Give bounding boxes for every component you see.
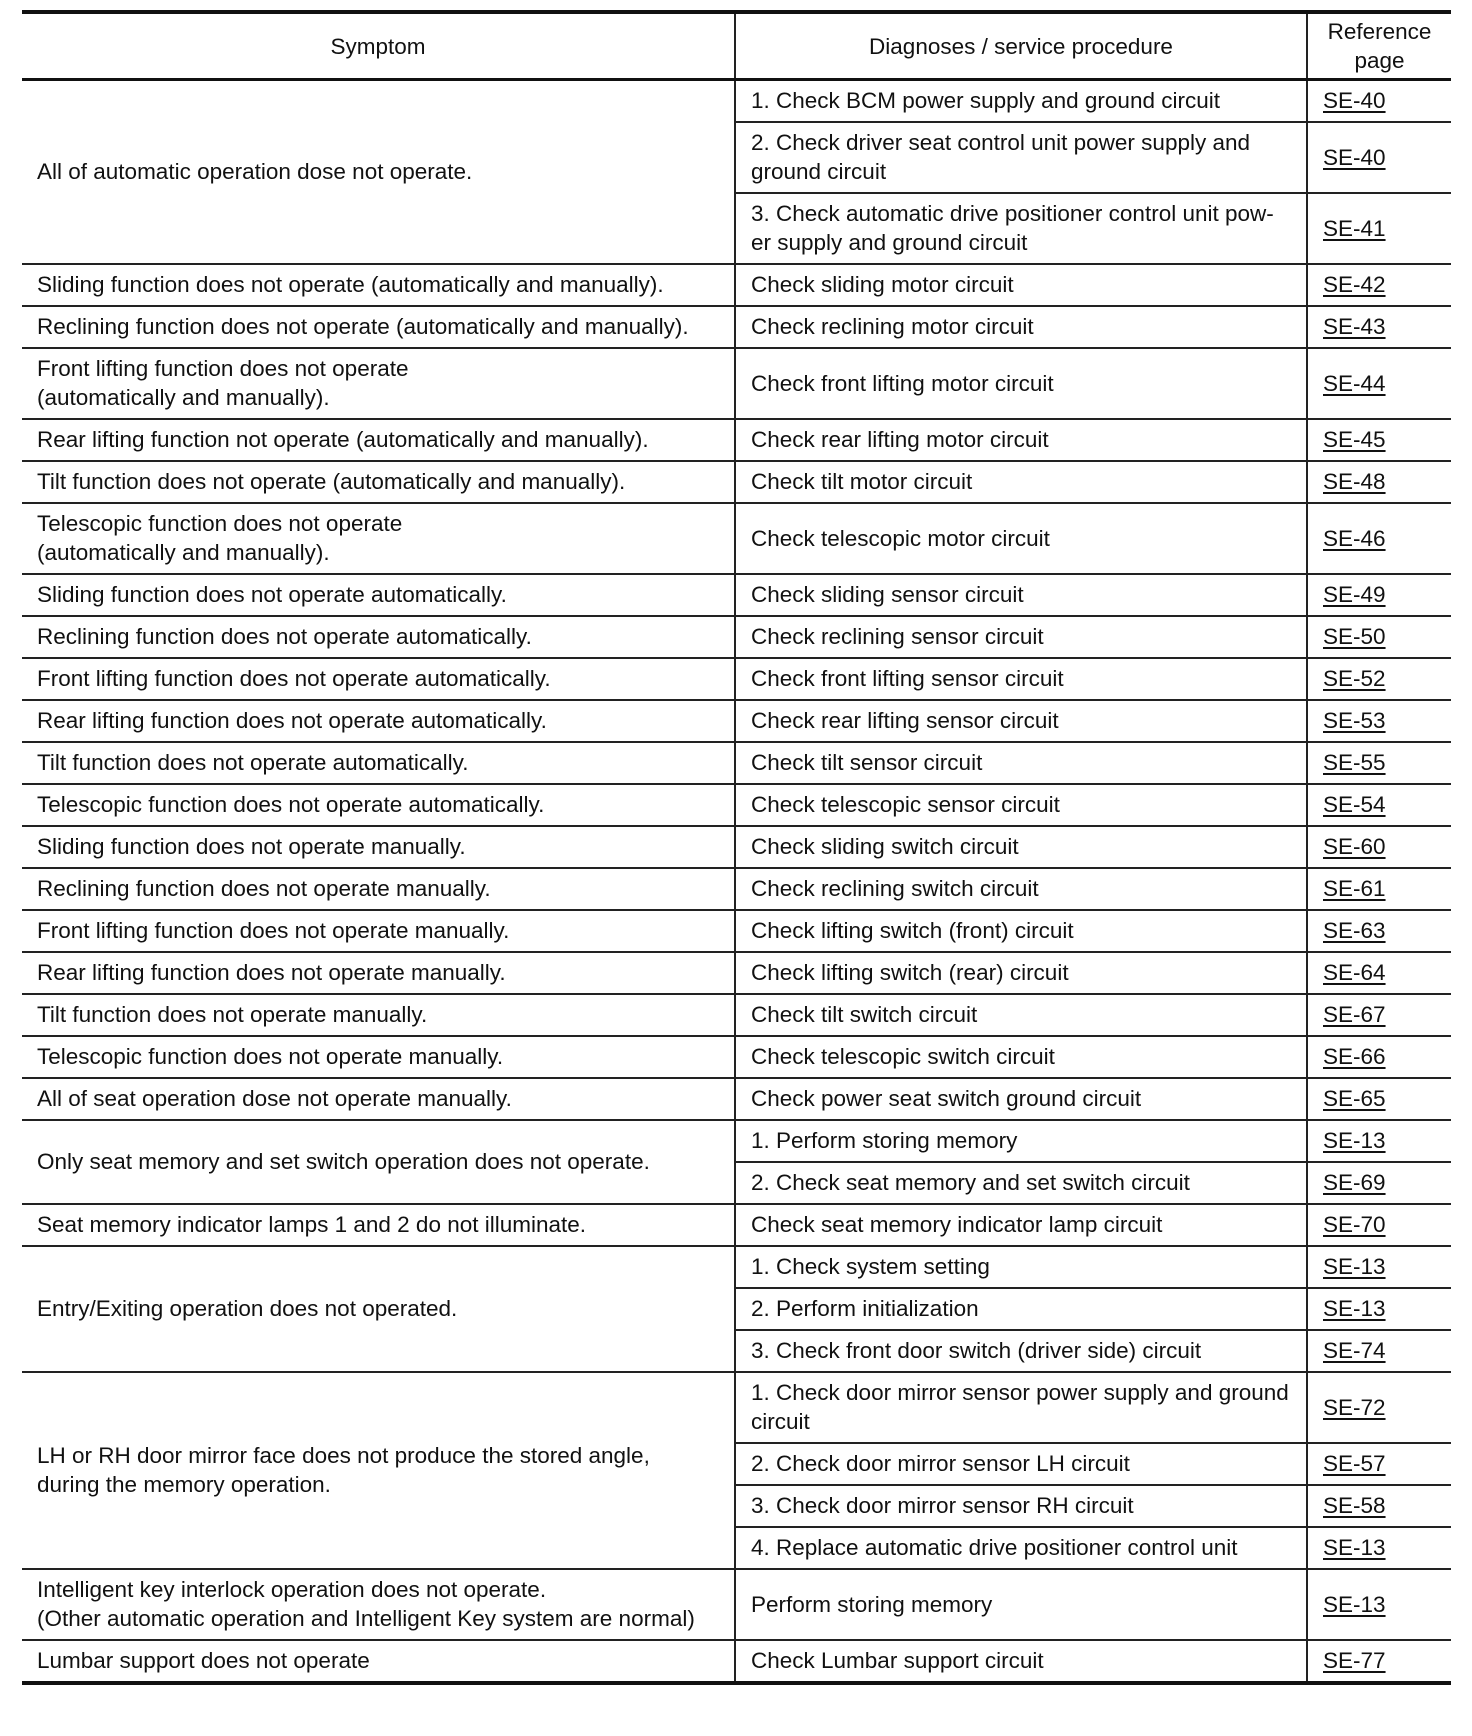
reference-cell (1307, 826, 1451, 868)
procedure-cell: Check telescopic motor circuit (735, 503, 1307, 574)
reference-cell (1307, 952, 1451, 994)
reference-cell (1307, 419, 1451, 461)
reference-page-link[interactable]: SE-49 (1323, 582, 1386, 607)
reference-page-link[interactable]: SE-77 (1323, 1648, 1386, 1673)
table-row (22, 574, 1451, 616)
procedure-cell: 1. Check door mirror sensor power supply and ground circuit (735, 1372, 1307, 1443)
procedure-cell: Check lifting switch (rear) circuit (735, 952, 1307, 994)
reference-cell (1307, 461, 1451, 503)
table-row (22, 868, 1451, 910)
procedure-cell: 1. Check BCM power supply and ground circuit (735, 80, 1307, 123)
procedure-cell: Check Lumbar support circuit (735, 1640, 1307, 1683)
table-row (22, 700, 1451, 742)
reference-page-link[interactable]: SE-42 (1323, 272, 1386, 297)
procedure-cell: 2. Perform initialization (735, 1288, 1307, 1330)
symptom-cell: Rear lifting function does not operate automatically. (22, 700, 735, 742)
table-row (22, 1204, 1451, 1246)
symptom-cell: Telescopic function does not operate manually. (22, 1036, 735, 1078)
reference-page-link[interactable]: SE-13 (1323, 1535, 1386, 1560)
reference-page-link[interactable]: SE-60 (1323, 834, 1386, 859)
symptom-cell: Front lifting function does not operate automatically. (22, 658, 735, 700)
table-row (22, 306, 1451, 348)
symptom-cell: Tilt function does not operate manually. (22, 994, 735, 1036)
table-row (22, 826, 1451, 868)
symptom-cell: All of automatic operation dose not operate. (22, 80, 735, 265)
reference-cell (1307, 193, 1451, 264)
symptom-table (22, 10, 1451, 1685)
procedure-cell: Check sliding sensor circuit (735, 574, 1307, 616)
reference-page-link[interactable]: SE-58 (1323, 1493, 1386, 1518)
table-row (22, 419, 1451, 461)
reference-page-link[interactable]: SE-52 (1323, 666, 1386, 691)
procedure-cell: Check reclining sensor circuit (735, 616, 1307, 658)
reference-page-link[interactable]: SE-44 (1323, 370, 1386, 396)
symptom-cell: LH or RH door mirror face does not produce the stored angle, during the memory operation. (22, 1372, 735, 1569)
table-row (22, 742, 1451, 784)
reference-page-link[interactable]: SE-40 (1323, 88, 1386, 113)
symptom-cell: Reclining function does not operate automatically. (22, 616, 735, 658)
procedure-cell: Check sliding switch circuit (735, 826, 1307, 868)
symptom-cell: All of seat operation dose not operate manually. (22, 1078, 735, 1120)
symptom-cell: Rear lifting function does not operate manually. (22, 952, 735, 994)
procedure-cell: Check rear lifting motor circuit (735, 419, 1307, 461)
header-reference-page (1307, 12, 1451, 80)
procedure-cell: 3. Check front door switch (driver side) circuit (735, 1330, 1307, 1372)
procedure-cell: Check reclining switch circuit (735, 868, 1307, 910)
table-row (22, 952, 1451, 994)
reference-page-link[interactable]: SE-46 (1323, 525, 1386, 551)
procedure-cell: Check front lifting sensor circuit (735, 658, 1307, 700)
reference-cell (1307, 784, 1451, 826)
reference-page-link[interactable]: SE-45 (1323, 427, 1386, 452)
reference-page-link[interactable]: SE-55 (1323, 750, 1386, 775)
table-row (22, 1120, 1451, 1162)
reference-cell (1307, 658, 1451, 700)
reference-page-link[interactable]: SE-13 (1323, 1591, 1386, 1617)
table-row (22, 994, 1451, 1036)
procedure-cell: Check front lifting motor circuit (735, 348, 1307, 419)
procedure-cell: 2. Check driver seat control unit power supply and ground circuit (735, 122, 1307, 193)
symptom-cell: Telescopic function does not operate automatically. (22, 784, 735, 826)
symptom-cell: Front lifting function does not operate manually. (22, 910, 735, 952)
reference-cell (1307, 306, 1451, 348)
table-row (22, 1036, 1451, 1078)
table-row (22, 1372, 1451, 1443)
symptom-cell: Sliding function does not operate manually. (22, 826, 735, 868)
reference-cell (1307, 1204, 1451, 1246)
reference-page-link[interactable]: SE-53 (1323, 708, 1386, 733)
header-procedure: Diagnoses / service procedure (735, 12, 1307, 80)
reference-page-link[interactable]: SE-72 (1323, 1394, 1386, 1420)
table-row (22, 1569, 1451, 1640)
table-row (22, 80, 1451, 123)
symptom-cell: Sliding function does not operate automatically. (22, 574, 735, 616)
table-row (22, 348, 1451, 419)
reference-page-link[interactable]: SE-13 (1323, 1254, 1386, 1279)
table-row (22, 658, 1451, 700)
reference-cell (1307, 1640, 1451, 1683)
symptom-cell: Reclining function does not operate (automatically and manually). (22, 306, 735, 348)
reference-cell (1307, 122, 1451, 193)
procedure-cell: Check rear lifting sensor circuit (735, 700, 1307, 742)
reference-page-link[interactable]: SE-67 (1323, 1002, 1386, 1027)
symptom-cell: Lumbar support does not operate (22, 1640, 735, 1683)
reference-page-link[interactable]: SE-13 (1323, 1128, 1386, 1153)
reference-cell (1307, 1443, 1451, 1485)
reference-cell (1307, 994, 1451, 1036)
reference-page-link[interactable]: SE-74 (1323, 1338, 1386, 1363)
procedure-cell: Check power seat switch ground circuit (735, 1078, 1307, 1120)
table-header-row (22, 12, 1451, 80)
symptom-cell: Intelligent key interlock operation does not operate. (Other automatic operation and Intelligent Key system are normal) (22, 1569, 735, 1640)
reference-cell (1307, 1162, 1451, 1204)
reference-page-link[interactable]: SE-40 (1323, 144, 1386, 170)
reference-page-link[interactable]: SE-57 (1323, 1451, 1386, 1476)
table-row (22, 503, 1451, 574)
reference-page-link[interactable]: SE-43 (1323, 314, 1386, 339)
table-row (22, 461, 1451, 503)
symptom-cell: Seat memory indicator lamps 1 and 2 do not illuminate. (22, 1204, 735, 1246)
procedure-cell: Check seat memory indicator lamp circuit (735, 1204, 1307, 1246)
reference-page-link[interactable]: SE-65 (1323, 1086, 1386, 1111)
reference-page-link[interactable]: SE-69 (1323, 1170, 1386, 1195)
table-row (22, 1078, 1451, 1120)
procedure-cell: Perform storing memory (735, 1569, 1307, 1640)
procedure-cell: 2. Check seat memory and set switch circuit (735, 1162, 1307, 1204)
table-row (22, 910, 1451, 952)
reference-cell (1307, 1246, 1451, 1288)
symptom-cell: Rear lifting function not operate (automatically and manually). (22, 419, 735, 461)
symptom-cell: Tilt function does not operate (automatically and manually). (22, 461, 735, 503)
symptom-cell: Reclining function does not operate manually. (22, 868, 735, 910)
reference-cell (1307, 80, 1451, 123)
table-row (22, 1246, 1451, 1288)
table-row (22, 1640, 1451, 1683)
reference-cell (1307, 1036, 1451, 1078)
procedure-cell: 3. Check automatic drive positioner control unit pow- er supply and ground circuit (735, 193, 1307, 264)
symptom-cell: Front lifting function does not operate (automatically and manually). (22, 348, 735, 419)
procedure-cell: 2. Check door mirror sensor LH circuit (735, 1443, 1307, 1485)
procedure-cell: Check sliding motor circuit (735, 264, 1307, 306)
reference-cell (1307, 616, 1451, 658)
symptom-cell: Telescopic function does not operate (automatically and manually). (22, 503, 735, 574)
reference-cell (1307, 1569, 1451, 1640)
reference-page-link[interactable]: SE-64 (1323, 960, 1386, 985)
procedure-cell: 1. Perform storing memory (735, 1120, 1307, 1162)
reference-page-link[interactable]: SE-70 (1323, 1212, 1386, 1237)
reference-page-link[interactable]: SE-63 (1323, 918, 1386, 943)
header-reference-line1: Reference (1327, 19, 1432, 44)
reference-page-link[interactable]: SE-48 (1323, 469, 1386, 494)
reference-cell (1307, 1527, 1451, 1569)
reference-cell (1307, 1120, 1451, 1162)
procedure-cell: Check tilt sensor circuit (735, 742, 1307, 784)
symptom-cell: Only seat memory and set switch operation does not operate. (22, 1120, 735, 1204)
table-row (22, 784, 1451, 826)
reference-cell (1307, 742, 1451, 784)
procedure-cell: Check lifting switch (front) circuit (735, 910, 1307, 952)
reference-page-link[interactable]: SE-13 (1323, 1296, 1386, 1321)
reference-cell (1307, 910, 1451, 952)
symptom-cell: Sliding function does not operate (automatically and manually). (22, 264, 735, 306)
procedure-cell: 1. Check system setting (735, 1246, 1307, 1288)
table-row (22, 264, 1451, 306)
symptom-cell: Tilt function does not operate automatically. (22, 742, 735, 784)
header-symptom: Symptom (22, 12, 735, 80)
procedure-cell: Check telescopic switch circuit (735, 1036, 1307, 1078)
table-row (22, 616, 1451, 658)
procedure-cell: Check tilt switch circuit (735, 994, 1307, 1036)
reference-cell (1307, 574, 1451, 616)
symptom-cell: Entry/Exiting operation does not operated. (22, 1246, 735, 1372)
reference-cell (1307, 264, 1451, 306)
table-body (22, 80, 1451, 1684)
procedure-cell: Check telescopic sensor circuit (735, 784, 1307, 826)
header-reference-line2: page (1354, 48, 1405, 73)
reference-page-link[interactable]: SE-41 (1323, 215, 1386, 241)
procedure-cell: Check tilt motor circuit (735, 461, 1307, 503)
reference-cell (1307, 1288, 1451, 1330)
reference-cell (1307, 700, 1451, 742)
reference-page-link[interactable]: SE-54 (1323, 792, 1386, 817)
reference-cell (1307, 868, 1451, 910)
reference-cell (1307, 1372, 1451, 1443)
reference-page-link[interactable]: SE-61 (1323, 876, 1386, 901)
reference-cell (1307, 348, 1451, 419)
procedure-cell: 4. Replace automatic drive positioner control unit (735, 1527, 1307, 1569)
reference-cell (1307, 503, 1451, 574)
reference-cell (1307, 1078, 1451, 1120)
procedure-cell: Check reclining motor circuit (735, 306, 1307, 348)
reference-cell (1307, 1485, 1451, 1527)
reference-page-link[interactable]: SE-50 (1323, 624, 1386, 649)
reference-cell (1307, 1330, 1451, 1372)
procedure-cell: 3. Check door mirror sensor RH circuit (735, 1485, 1307, 1527)
reference-page-link[interactable]: SE-66 (1323, 1044, 1386, 1069)
